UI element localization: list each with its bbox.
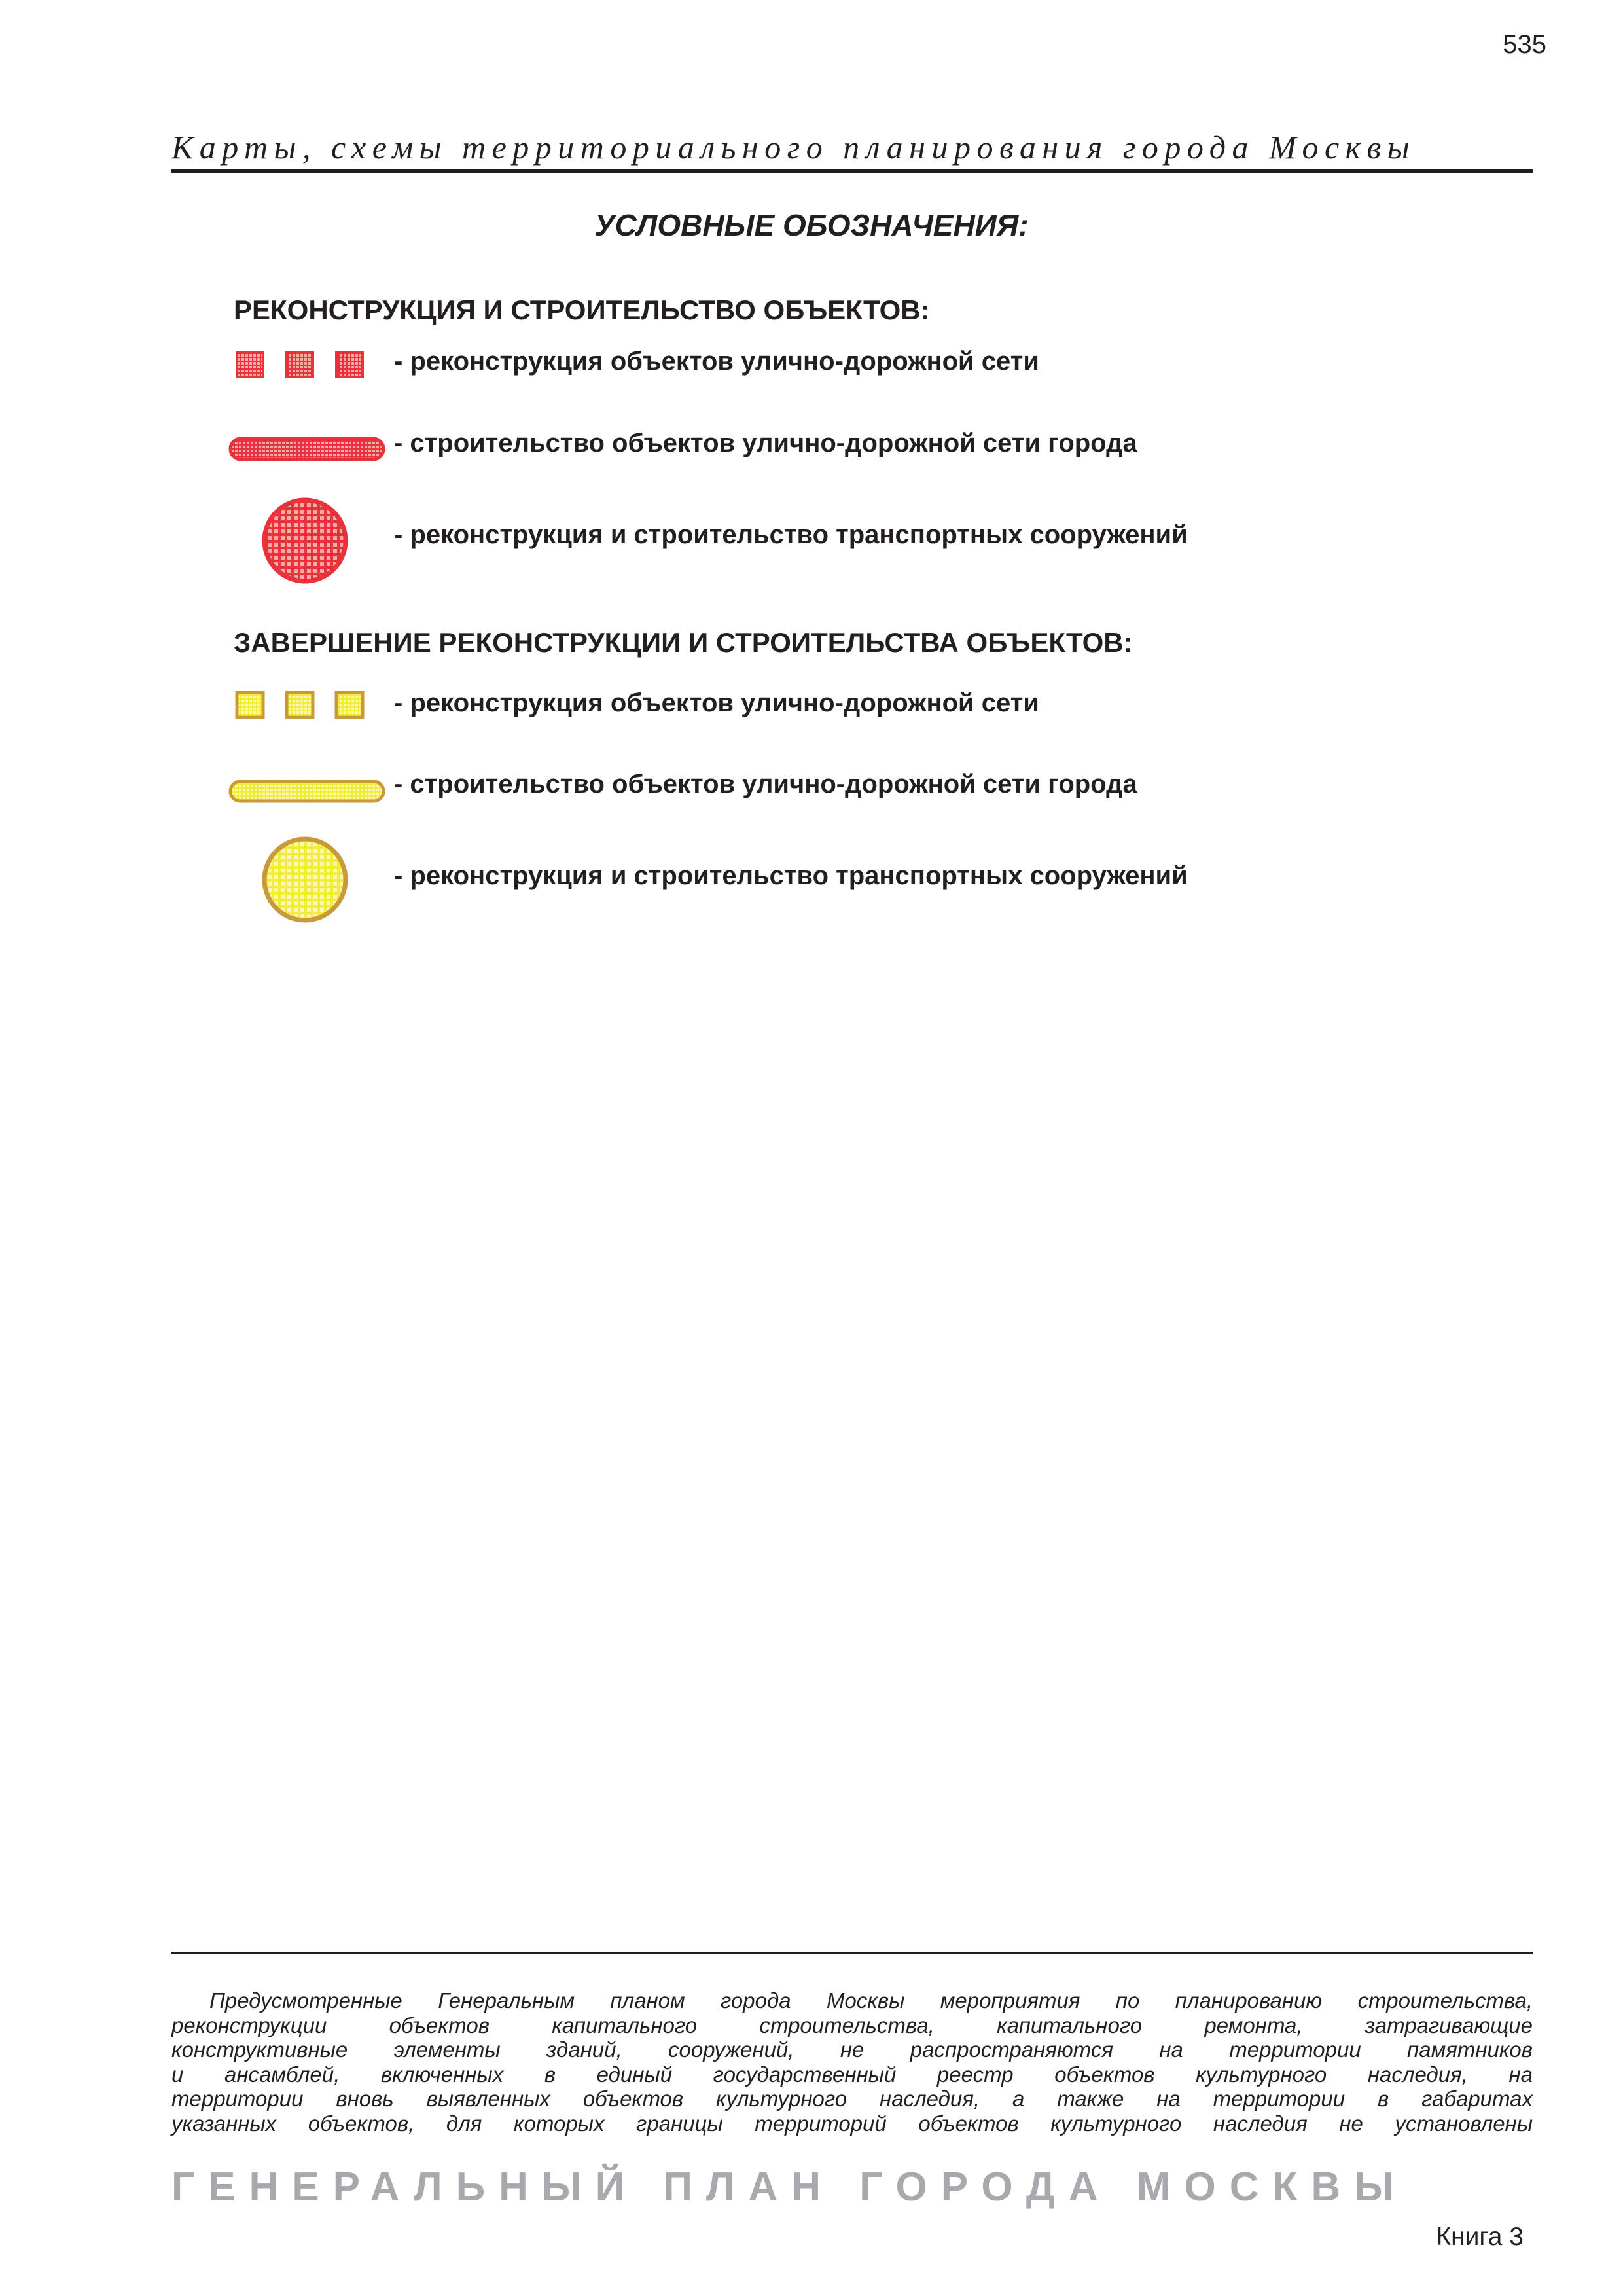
header-divider — [171, 169, 1533, 173]
legend-section-heading: РЕКОНСТРУКЦИЯ И СТРОИТЕЛЬСТВО ОБЪЕКТОВ: — [234, 295, 930, 325]
footnote-line: реконструкции объектов капитального строительства, капитального ремонта, затрагивающие — [171, 2013, 1533, 2037]
legend-symbol-red-circle — [260, 495, 350, 586]
legend-section-heading: ЗАВЕРШЕНИЕ РЕКОНСТРУКЦИИ И СТРОИТЕЛЬСТВА ОБЪЕКТОВ: — [234, 627, 1133, 658]
footer-title: ГЕНЕРАЛЬНЫЙ ПЛАН ГОРОДА МОСКВЫ — [171, 2164, 1408, 2210]
footnote-line: Предусмотренные Генеральным планом города Москвы мероприятия по планированию строительства, — [209, 1988, 1533, 2013]
footnote-line: указанных объектов, для которых границы территорий объектов культурного наследия не установлены — [171, 2111, 1533, 2136]
legend-item-text: - реконструкция и строительство транспортных сооружений — [394, 520, 1188, 549]
footer-divider — [171, 1952, 1533, 1954]
legend-item-text: - строительство объектов улично-дорожной сети города — [394, 429, 1137, 457]
page-number: 535 — [1503, 30, 1546, 59]
running-head: Карты, схемы территориального планирования города Москвы — [171, 129, 1416, 166]
footnote — [171, 1988, 1533, 2136]
legend-item-text: - реконструкция и строительство транспортных сооружений — [394, 861, 1188, 890]
legend-item-text: - строительство объектов улично-дорожной сети города — [394, 770, 1137, 798]
legend-symbol-yellow-bar — [226, 776, 389, 808]
legend-item-text: - реконструкция объектов улично-дорожной сети — [394, 347, 1039, 376]
legend-symbol-yellow-circle — [260, 834, 350, 925]
footnote-line: территории вновь выявленных объектов культурного наследия, а также на территории в габаритах — [171, 2087, 1533, 2111]
footnote-line: конструктивные элементы зданий, сооружений, не распространяются на территории памятников — [171, 2037, 1533, 2062]
footnote-line: и ансамблей, включенных в единый государственный реестр объектов культурного наследия, на — [171, 2062, 1533, 2087]
legend-symbol-yellow-squares — [233, 687, 370, 724]
legend-symbol-red-squares — [233, 346, 370, 382]
legend-title: УСЛОВНЫЕ ОБОЗНАЧЕНИЯ: — [594, 208, 1029, 242]
legend-symbol-red-bar — [226, 433, 389, 465]
legend-item-text: - реконструкция объектов улично-дорожной сети — [394, 689, 1039, 717]
book-label: Книга 3 — [1436, 2223, 1524, 2251]
